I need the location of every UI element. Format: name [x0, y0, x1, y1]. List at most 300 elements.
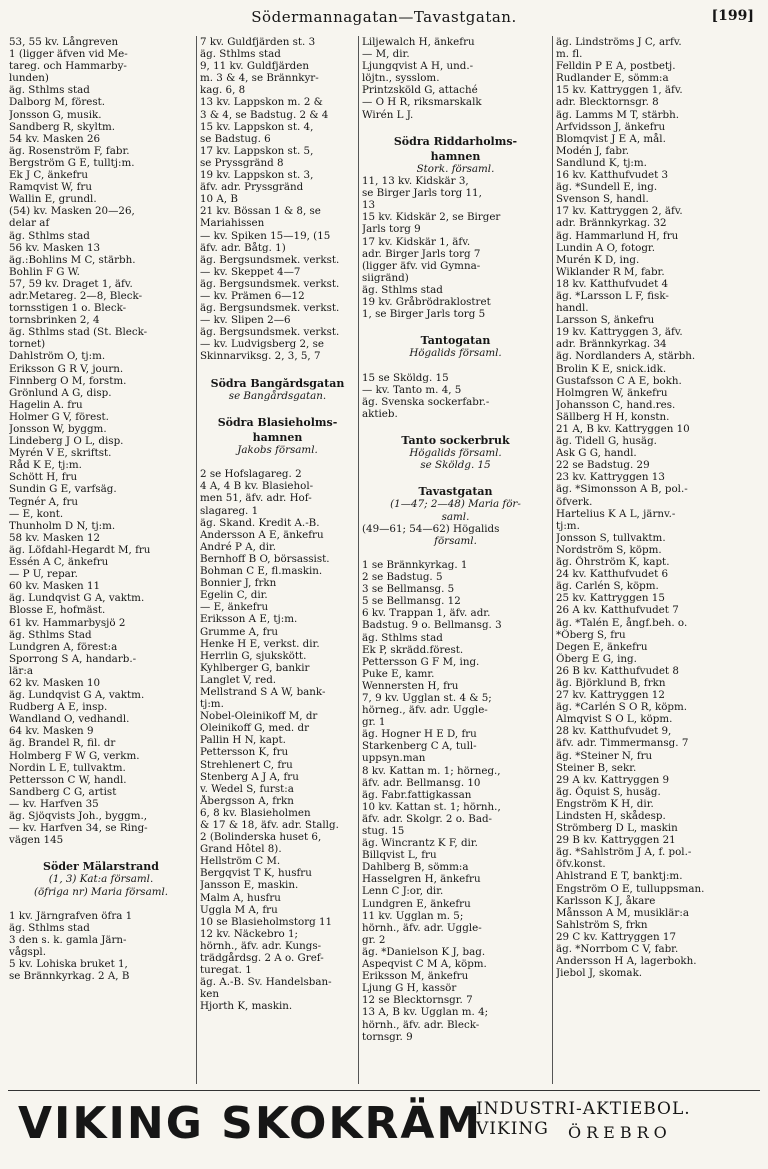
- directory-entry: äg. Öquist S, husäg.: [556, 785, 661, 798]
- directory-entry: lunden): [9, 72, 49, 85]
- directory-entry: v. Wedel S, furst:a: [200, 782, 294, 795]
- directory-entry: 29 A kv. Kattryggen 9: [556, 773, 670, 786]
- directory-entry: saml.: [441, 510, 470, 523]
- directory-entry: Lundgren E, änkefru: [362, 897, 471, 910]
- directory-entry: äg. Löfdahl-Hegardt M, fru: [9, 543, 151, 556]
- directory-entry: gr. 1: [362, 716, 386, 729]
- directory-entry: 19 kv. Kattryggen 3, äfv.: [556, 326, 683, 339]
- directory-entry: Holmgren W, änkefru: [556, 386, 668, 399]
- directory-entry: 18 kv. Katthufvudet 4: [556, 277, 669, 290]
- directory-entry: äg. Skand. Kredit A.-B.: [200, 516, 320, 529]
- directory-entry: se Birger Jarls torg 11,: [362, 187, 482, 200]
- ad-city: ÖREBRO: [568, 1123, 672, 1142]
- directory-entry: 26 B kv. Katthufvudet 8: [556, 664, 679, 677]
- directory-entry: kag. 6, 8: [200, 84, 246, 97]
- directory-entry: 2 (Bolinderska huset 6,: [200, 831, 322, 844]
- directory-entry: handl.: [556, 302, 589, 315]
- directory-entry: Bonnier J, frkn: [200, 577, 277, 590]
- directory-entry: 15 se Sköldg. 15: [362, 371, 449, 384]
- directory-entry: 13: [362, 199, 376, 212]
- directory-entry: Aspeqvist C M A, köpm.: [362, 958, 487, 971]
- directory-entry: (ligger äfv. vid Gymna-: [362, 259, 481, 272]
- directory-entry: — kv. Ludvigsberg 2, se: [200, 338, 324, 351]
- directory-entry: äg. Hogner H E D, fru: [362, 728, 477, 741]
- directory-entry: (49—61; 54—62) Högalids: [362, 522, 500, 535]
- directory-entry: siigränd): [362, 271, 409, 284]
- directory-entry: 27 kv. Kattryggen 12: [556, 689, 665, 702]
- directory-entry: äg. *Steiner N, fru: [556, 749, 653, 762]
- directory-entry: Brolin K E, snick.idk.: [556, 362, 667, 375]
- page-header: [0, 6, 768, 32]
- directory-entry: slagareg. 1: [200, 504, 259, 517]
- directory-entry: 15 kv. Lappskon st. 4,: [200, 120, 314, 133]
- directory-entry: tareg. och Hammarby-: [9, 60, 127, 73]
- directory-entry: [200, 363, 355, 375]
- directory-entry: Jakobs församl.: [237, 444, 318, 457]
- directory-entry: äg. Rosenström F, fabr.: [9, 144, 130, 157]
- directory-entry: 10 se Blasieholmstorg 11: [200, 915, 333, 928]
- directory-entry: adr. Blecktornsgr. 8: [556, 96, 659, 109]
- directory-entry: 12 kv. Näckebro 1;: [200, 927, 299, 940]
- directory-entry: Månsson A M, musiklär:a: [556, 906, 689, 919]
- directory-entry: Sahlström S, frkn: [556, 918, 648, 931]
- directory-entry: Pettersson C W, handl.: [9, 773, 127, 786]
- directory-entry: Södra Bangårdsgatan: [210, 377, 345, 390]
- directory-entry: 10 A, B: [200, 193, 238, 206]
- directory-entry: hörnh., äfv. adr. Kungs-: [200, 939, 322, 952]
- directory-entry: äg. Sjöqvists Joh., byggm.,: [9, 810, 148, 822]
- directory-entry: Bergqvist T K, husfru: [200, 867, 312, 880]
- directory-entry: 24 kv. Katthufvudet 6: [556, 568, 669, 581]
- directory-entry: [362, 471, 549, 483]
- directory-entry: Söder Mälarstrand: [43, 861, 159, 874]
- directory-entry: äg. *Carlén S O R, köpm.: [556, 701, 688, 714]
- directory-entry: — E, änkefru: [200, 601, 269, 614]
- directory-entry: 5 se Bellmansg. 12: [362, 595, 461, 608]
- directory-entry: 17 kv. Kidskär 1, äfv.: [362, 235, 471, 248]
- column-1: [6, 36, 196, 1084]
- directory-entry: 1 se Brännkyrkag. 1: [362, 558, 468, 571]
- directory-entry: Henke H E, verkst. dir.: [200, 637, 320, 650]
- directory-entry: Larsson S, änkefru: [556, 314, 655, 327]
- directory-entry: Högalids församl.: [409, 447, 502, 460]
- directory-entry: Holmberg F W G, verkm.: [9, 749, 140, 762]
- ad-company-name: INDUSTRI-AKTIEBOL. VIKING: [476, 1099, 691, 1139]
- directory-entry: Rudlander E, sömm:a: [556, 72, 669, 85]
- directory-entry: Andersson H A, lagerbokh.: [556, 955, 697, 968]
- directory-entry: äg. Fabr.fattigkassan: [362, 788, 472, 801]
- directory-entry: se Bangårdsgatan.: [228, 389, 327, 402]
- directory-entry: (54) kv. Masken 20—26,: [9, 205, 135, 218]
- directory-entry: Rudberg A E, insp.: [9, 701, 108, 714]
- directory-entry: Åbergsson A, frkn: [200, 794, 294, 807]
- directory-entry: Arfvidsson J, änkefru: [556, 120, 666, 133]
- directory-entry: Eriksson A E, tj:m.: [200, 613, 298, 626]
- directory-entry: [9, 898, 193, 910]
- directory-entry: Murén K D, ing.: [556, 253, 640, 266]
- directory-entry: äg. *Talén E, ångf.beh. o.: [556, 616, 688, 629]
- directory-entry: Pettersson K, fru: [200, 746, 289, 759]
- directory-entry: Schött H, fru: [9, 471, 78, 484]
- directory-entry: Jonsson G, musik.: [9, 108, 102, 121]
- directory-entry: Egelin C, dir.: [200, 589, 268, 602]
- directory-entry: vågspl.: [9, 946, 46, 959]
- directory-entry: Dalborg M, förest.: [9, 96, 106, 109]
- directory-entry: Finnberg O M, forstm.: [9, 374, 127, 387]
- directory-entry: tj:m.: [200, 698, 224, 711]
- directory-entry: Tegnér A, fru: [9, 495, 79, 508]
- directory-entry: se Sköldg. 15: [420, 459, 491, 472]
- directory-entry: Printzsköld G, attaché: [362, 84, 478, 97]
- directory-entry: äg. Lindströms J C, arfv.: [556, 36, 682, 48]
- directory-entry: 1, se Birger Jarls torg 5: [362, 308, 486, 321]
- directory-entry: lär:a: [9, 664, 33, 677]
- directory-entry: vägen 145: [9, 834, 64, 847]
- directory-entry: 21 kv. Bössan 1 & 8, se: [200, 205, 321, 218]
- directory-entry: André P A, dir.: [200, 540, 277, 553]
- directory-entry: *Öberg S, fru: [556, 628, 626, 641]
- directory-entry: äg. *Sundell E, ing.: [556, 181, 658, 194]
- directory-entry: Högalids församl.: [409, 347, 502, 360]
- directory-entry: 6, 8 kv. Blasieholmen: [200, 806, 311, 819]
- directory-entry: 19 kv. Lappskon st. 3,: [200, 169, 314, 182]
- directory-entry: 7, 9 kv. Ugglan st. 4 & 5;: [362, 691, 492, 704]
- directory-entry: öfv.konst.: [556, 858, 606, 871]
- directory-entry: äfv. adr. Timmermansg. 7: [556, 737, 689, 750]
- directory-entry: äg. Sthlms stad: [9, 921, 90, 934]
- directory-entry: Karlsson K J, åkare: [556, 894, 656, 907]
- directory-entry: äg. Björklund B, frkn: [556, 676, 666, 689]
- directory-entry: turegat. 1: [200, 964, 252, 977]
- directory-entry: — O H R, riksmarskalk: [362, 96, 482, 109]
- directory-entry: 1 kv. Järngrafven öfra 1: [9, 909, 133, 922]
- directory-entry: äg. Sthlms stad: [200, 48, 281, 61]
- directory-entry: Hellström C M.: [200, 855, 281, 868]
- directory-entry: äfv. adr. Bellmansg. 10: [362, 776, 481, 789]
- directory-entry: Wennersten H, fru: [362, 679, 459, 692]
- directory-entry: — kv. Slipen 2—6: [200, 314, 291, 327]
- directory-entry: Puke E, kamr.: [362, 667, 435, 680]
- column-2: [196, 36, 358, 1084]
- directory-entry: Hagelin A. fru: [9, 398, 83, 411]
- directory-entry: 56 kv. Masken 13: [9, 241, 101, 254]
- directory-entry: öfverk.: [556, 495, 593, 508]
- directory-entry: Wiklander R M, fabr.: [556, 265, 665, 278]
- directory-entry: se Badstug. 6: [200, 132, 271, 145]
- directory-entry: Lundgren A, förest:a: [9, 640, 118, 653]
- directory-entry: Lindsten H, skådesp.: [556, 810, 666, 822]
- column-4: [552, 36, 762, 1084]
- directory-entry: Lenn C J:or, dir.: [362, 885, 444, 898]
- directory-entry: 2 se Hofslagareg. 2: [200, 468, 302, 481]
- directory-entry: Grönlund A G, disp.: [9, 386, 112, 399]
- directory-entry: Nobel-Oleinikoff M, dr: [200, 710, 318, 723]
- directory-entry: [362, 420, 549, 432]
- directory-entry: Jarls torg 9: [362, 223, 421, 236]
- directory-entry: Eriksson M, änkefru: [362, 970, 469, 983]
- directory-entry: Bergström G E, tulltj:m.: [9, 156, 135, 169]
- directory-entry: 15 kv. Kattryggen 1, äfv.: [556, 84, 683, 97]
- directory-entry: [200, 402, 355, 414]
- directory-entry: Badstug. 9 o. Bellmansg. 3: [362, 619, 502, 632]
- directory-entry: 15 kv. Kidskär 2, se Birger: [362, 211, 501, 224]
- directory-entry: (öfriga nr) Maria församl.: [33, 885, 169, 898]
- directory-entry: 57, 59 kv. Draget 1, äfv.: [9, 277, 133, 290]
- directory-entry: Johansson C, hand.res.: [556, 398, 676, 411]
- directory-entry: Mariahissen: [200, 217, 265, 230]
- directory-entry: Uggla M A, fru: [200, 903, 278, 916]
- directory-entry: Södra Blasieholms-: [217, 416, 338, 429]
- directory-entry: Thunholm D N, tj:m.: [9, 519, 116, 532]
- directory-entry: Wallin E, grundl.: [9, 193, 97, 206]
- directory-entry: äg. Bergsundsmek. verkst.: [200, 277, 340, 290]
- directory-entry: 10 kv. Kattan st. 1; hörnh.,: [362, 800, 501, 813]
- directory-entry: Sandberg R, skyltm.: [9, 120, 115, 133]
- directory-entry: äfv. adr. Båtg. 1): [200, 241, 286, 254]
- directory-entry: Bohlin F G W.: [9, 265, 80, 278]
- directory-entry: 12 se Blecktornsgr. 7: [362, 994, 473, 1007]
- directory-entry: Engström O E, tulluppsman.: [556, 882, 705, 895]
- directory-entry: Tanto sockerbruk: [401, 435, 510, 447]
- directory-entry: m. fl.: [556, 48, 583, 61]
- directory-entry: 60 kv. Masken 11: [9, 580, 101, 593]
- directory-entry: 7 kv. Guldfjärden st. 3: [200, 36, 316, 48]
- directory-entry: 29 B kv. Kattryggen 21: [556, 834, 676, 847]
- directory-entry: äg. *Simonsson A B, pol.-: [556, 483, 688, 496]
- directory-entry: hamnen: [252, 432, 303, 444]
- directory-entry: Nordström S, köpm.: [556, 543, 662, 556]
- directory-entry: Lundin A O, fotogr.: [556, 241, 655, 254]
- directory-entry: Dahlström O, tj:m.: [9, 350, 106, 363]
- directory-entry: — kv. Spiken 15—19, (15: [200, 229, 331, 242]
- directory-entry: Ahlstrand E T, banktj:m.: [556, 870, 683, 883]
- directory-entry: se Pryssgränd 8: [200, 156, 284, 169]
- directory-entry: Sandlund K, tj:m.: [556, 156, 647, 169]
- directory-entry: 58 kv. Masken 12: [9, 531, 101, 544]
- directory-entry: Hjorth K, maskin.: [200, 1000, 293, 1013]
- directory-entry: Wandland O, vedhandl.: [9, 713, 130, 726]
- directory-entry: [362, 359, 549, 371]
- directory-entry: 3 se Bellmansg. 5: [362, 583, 455, 596]
- directory-entry: Starkenberg C A, tull-: [362, 740, 477, 753]
- directory-entry: Stenberg A J A, fru: [200, 770, 299, 783]
- directory-entry: ken: [200, 988, 219, 1001]
- directory-entry: äg. Lamms M T, stärbh.: [556, 108, 680, 121]
- directory-entry: 9, 11 kv. Guldfjärden: [200, 60, 309, 73]
- directory-entry: äg. Bergsundsmek. verkst.: [200, 302, 340, 315]
- directory-entry: Herrlin G, sjukskött.: [200, 649, 307, 662]
- directory-entry: 4 A, 4 B kv. Blasiehol-: [200, 480, 314, 493]
- directory-entry: m. 3 & 4, se Brännkyr-: [200, 72, 319, 85]
- directory-entry: Södra Riddarholms-: [393, 135, 518, 148]
- directory-entry: äg. Sthlms stad: [9, 229, 90, 242]
- directory-entry: 11 kv. Ugglan m. 5;: [362, 909, 464, 922]
- directory-entry: Degen E, änkefru: [556, 640, 648, 653]
- directory-entry: [362, 547, 549, 559]
- directory-entry: 23 kv. Kattryggen 13: [556, 471, 665, 484]
- directory-entry: äg. Bergsundsmek. verkst.: [200, 326, 340, 339]
- directory-entry: Grand Hôtel 8).: [200, 843, 282, 856]
- directory-entry: — kv. Skeppet 4—7: [200, 265, 301, 278]
- column-3: [358, 36, 552, 1084]
- directory-entry: 5 kv. Lohiska bruket 1,: [9, 958, 128, 971]
- directory-entry: Ramqvist W, fru: [9, 181, 92, 194]
- directory-entry: Malm A, husfru: [200, 891, 281, 904]
- directory-entry: — kv. Harfven 34, se Ring-: [9, 822, 148, 835]
- directory-entry: uppsyn.man: [362, 752, 426, 765]
- directory-entry: 28 kv. Katthufvudet 9,: [556, 725, 672, 738]
- directory-entry: Nordin L E, tullvaktm.: [9, 761, 126, 774]
- directory-entry: se Brännkyrkag. 2 A, B: [9, 970, 130, 983]
- directory-entry: äg. Sthlms Stad: [9, 628, 92, 641]
- directory-entry: tornsbrinken 2, 4: [9, 314, 100, 327]
- directory-entry: äg. Sthlms stad: [362, 283, 443, 296]
- directory-entry: hamnen: [430, 150, 481, 163]
- directory-entry: adr. Brännkyrkag. 32: [556, 217, 667, 230]
- directory-entry: äg. *Larsson L F, fisk-: [556, 289, 669, 302]
- directory-entry: 8 kv. Kattan m. 1; hörneg.,: [362, 764, 501, 777]
- directory-entry: Pallin H N, kapt.: [200, 734, 286, 747]
- directory-columns: [6, 36, 762, 1084]
- directory-entry: hörnh., äfv. adr. Uggle-: [362, 921, 482, 934]
- directory-entry: Tavastgatan: [418, 486, 493, 499]
- directory-entry: & 17 & 18, äfv. adr. Stallg.: [200, 819, 339, 831]
- directory-entry: Oleinikoff G, med. dr: [200, 722, 309, 735]
- directory-entry: löjtn., sysslom.: [362, 72, 440, 85]
- directory-entry: hörnh., äfv. adr. Bleck-: [362, 1018, 480, 1031]
- directory-entry: Eriksson G R V, journ.: [9, 362, 124, 375]
- directory-entry: äg. Tidell G, husäg.: [556, 435, 657, 448]
- directory-entry: tornsgr. 9: [362, 1030, 413, 1043]
- page-title: Södermannagatan—Tavastgatan.: [251, 8, 517, 26]
- directory-entry: Jiebol J, skomak.: [556, 967, 643, 980]
- directory-entry: trädgårdsg. 2 A o. Gref-: [200, 952, 324, 965]
- directory-entry: 13 A, B kv. Ugglan m. 4;: [362, 1006, 489, 1019]
- directory-entry: 17 kv. Lappskon st. 5,: [200, 144, 314, 157]
- directory-entry: Lindeberg J O L, disp.: [9, 435, 124, 448]
- directory-entry: Billqvist L, fru: [362, 849, 437, 862]
- directory-entry: Ljung G H, kassör: [362, 982, 457, 995]
- directory-entry: Essén A C, änkefru: [9, 556, 109, 569]
- directory-entry: Ek P, skrädd.förest.: [362, 643, 464, 656]
- directory-entry: adr. Birger Jarls torg 7: [362, 247, 481, 260]
- directory-entry: Gustafsson C A E, bokh.: [556, 374, 682, 387]
- directory-entry: äg. Wincrantz K F, dir.: [362, 837, 478, 850]
- directory-entry: stug. 15: [362, 825, 405, 837]
- directory-entry: äg. Sthlms stad: [9, 84, 90, 97]
- directory-entry: Dahlberg B, sömm:a: [362, 861, 469, 874]
- directory-entry: 11, 13 kv. Kidskär 3,: [362, 175, 469, 188]
- directory-entry: 2 se Badstug. 5: [362, 571, 443, 584]
- directory-entry: församl.: [434, 534, 477, 547]
- directory-entry: Ask G G, handl.: [556, 447, 637, 460]
- directory-entry: 3 & 4, se Badstug. 2 & 4: [200, 108, 329, 121]
- directory-entry: 29 C kv. Kattryggen 17: [556, 930, 677, 943]
- directory-entry: Sundin G E, varfsäg.: [9, 483, 117, 496]
- directory-entry: [362, 121, 549, 133]
- advertisement-banner: [8, 1090, 760, 1157]
- directory-entry: Pettersson G F M, ing.: [362, 655, 480, 668]
- directory-entry: adr.Metareg. 2—8, Bleck-: [9, 289, 143, 302]
- directory-entry: 1 (ligger äfven vid Me-: [9, 48, 128, 61]
- directory-entry: Blosse E, hofmäst.: [9, 604, 106, 617]
- directory-entry: Svenson S, handl.: [556, 193, 649, 206]
- directory-entry: [362, 320, 549, 332]
- directory-entry: Jonsson W, byggm.: [9, 423, 107, 435]
- directory-entry: delar af: [9, 217, 50, 230]
- directory-entry: [200, 456, 355, 468]
- directory-entry: Hasselgren H, änkefru: [362, 873, 481, 886]
- directory-entry: Andersson A E, änkefru: [200, 528, 324, 541]
- directory-entry: Holmer G V, förest.: [9, 410, 109, 423]
- directory-entry: Bernhoff B O, börsassist.: [200, 552, 330, 565]
- directory-entry: — kv. Tanto m. 4, 5: [362, 383, 462, 396]
- directory-entry: äfv. adr. Pryssgränd: [200, 181, 304, 194]
- directory-entry: — E, kont.: [9, 507, 64, 520]
- directory-entry: tornsstigen 1 o. Bleck-: [9, 302, 127, 315]
- directory-entry: Kyhlberger G, bankir: [200, 661, 310, 674]
- directory-entry: Grumme A, fru: [200, 625, 279, 638]
- directory-entry: Wirén L J.: [362, 108, 414, 121]
- directory-entry: Myrén V E, skriftst.: [9, 447, 112, 460]
- directory-entry: 64 kv. Masken 9: [9, 725, 94, 738]
- directory-entry: 13 kv. Lappskon m. 2 &: [200, 96, 323, 109]
- directory-entry: äg. Lundqvist G A, vaktm.: [9, 592, 145, 605]
- directory-entry: äg.:Bohlins M C, stärbh.: [9, 253, 136, 266]
- directory-entry: Hartelius K A L, järnv.-: [556, 507, 676, 520]
- directory-entry: 17 kv. Kattryggen 2, äfv.: [556, 205, 683, 218]
- directory-entry: 54 kv. Masken 26: [9, 132, 101, 145]
- directory-entry: äg. Sthlms stad (St. Bleck-: [9, 326, 148, 339]
- page-number: [199]: [711, 8, 754, 24]
- directory-entry: Strehlenert C, fru: [200, 758, 293, 771]
- directory-entry: 19 kv. Gråbrödraklostret: [362, 295, 491, 308]
- directory-entry: 6 kv. Trappan 1, äfv. adr.: [362, 607, 491, 620]
- directory-entry: 3 den s. k. gamla Järn-: [9, 933, 127, 946]
- directory-entry: Sandberg C G, artist: [9, 785, 117, 798]
- directory-entry: 61 kv. Hammarbysjö 2: [9, 616, 126, 629]
- directory-entry: äg. Lundqvist G A, vaktm.: [9, 689, 145, 702]
- directory-entry: tj:m.: [556, 519, 580, 532]
- directory-entry: Strömberg D L, maskin: [556, 822, 678, 835]
- directory-entry: Råd K E, tj:m.: [9, 459, 82, 472]
- directory-entry: — M, dir.: [362, 48, 410, 61]
- directory-entry: äg. Nordlanders A, stärbh.: [556, 350, 696, 363]
- directory-entry: äg. Svenska sockerfabr.-: [362, 395, 490, 408]
- directory-entry: äg. Brandel R, fil. dr: [9, 737, 116, 750]
- directory-entry: [9, 846, 193, 858]
- directory-entry: äfv. adr. Skolgr. 2 o. Bad-: [362, 812, 493, 825]
- directory-entry: äg. Bergsundsmek. verkst.: [200, 253, 340, 266]
- directory-entry: äg. A.-B. Sv. Handelsban-: [200, 976, 332, 989]
- directory-entry: Tantogatan: [420, 335, 491, 348]
- directory-entry: 26 A kv. Katthufvudet 7: [556, 604, 679, 617]
- directory-entry: Ek J C, änkefru: [9, 169, 88, 182]
- directory-entry: gr. 2: [362, 933, 386, 946]
- directory-entry: aktieb.: [362, 407, 398, 420]
- directory-entry: äg. *Norrbom C V, fabr.: [556, 943, 679, 956]
- directory-entry: äg. Sthlms stad: [362, 631, 443, 644]
- directory-entry: (1, 3) Kat:a församl.: [48, 873, 154, 886]
- ad-brand-name: VIKING SKOKRÄM: [18, 1098, 483, 1149]
- directory-entry: hörneg., äfv. adr. Uggle-: [362, 704, 488, 717]
- directory-entry: äg. *Sahlström J A, f. pol.-: [556, 846, 692, 859]
- directory-entry: 16 kv. Katthufvudet 3: [556, 169, 669, 182]
- directory-entry: Stork. församl.: [416, 162, 495, 175]
- directory-entry: (1—47; 2—48) Maria för-: [390, 498, 521, 511]
- directory-entry: — kv. Prämen 6—12: [200, 289, 305, 302]
- directory-entry: Skinnarviksg. 2, 3, 5, 7: [200, 350, 321, 363]
